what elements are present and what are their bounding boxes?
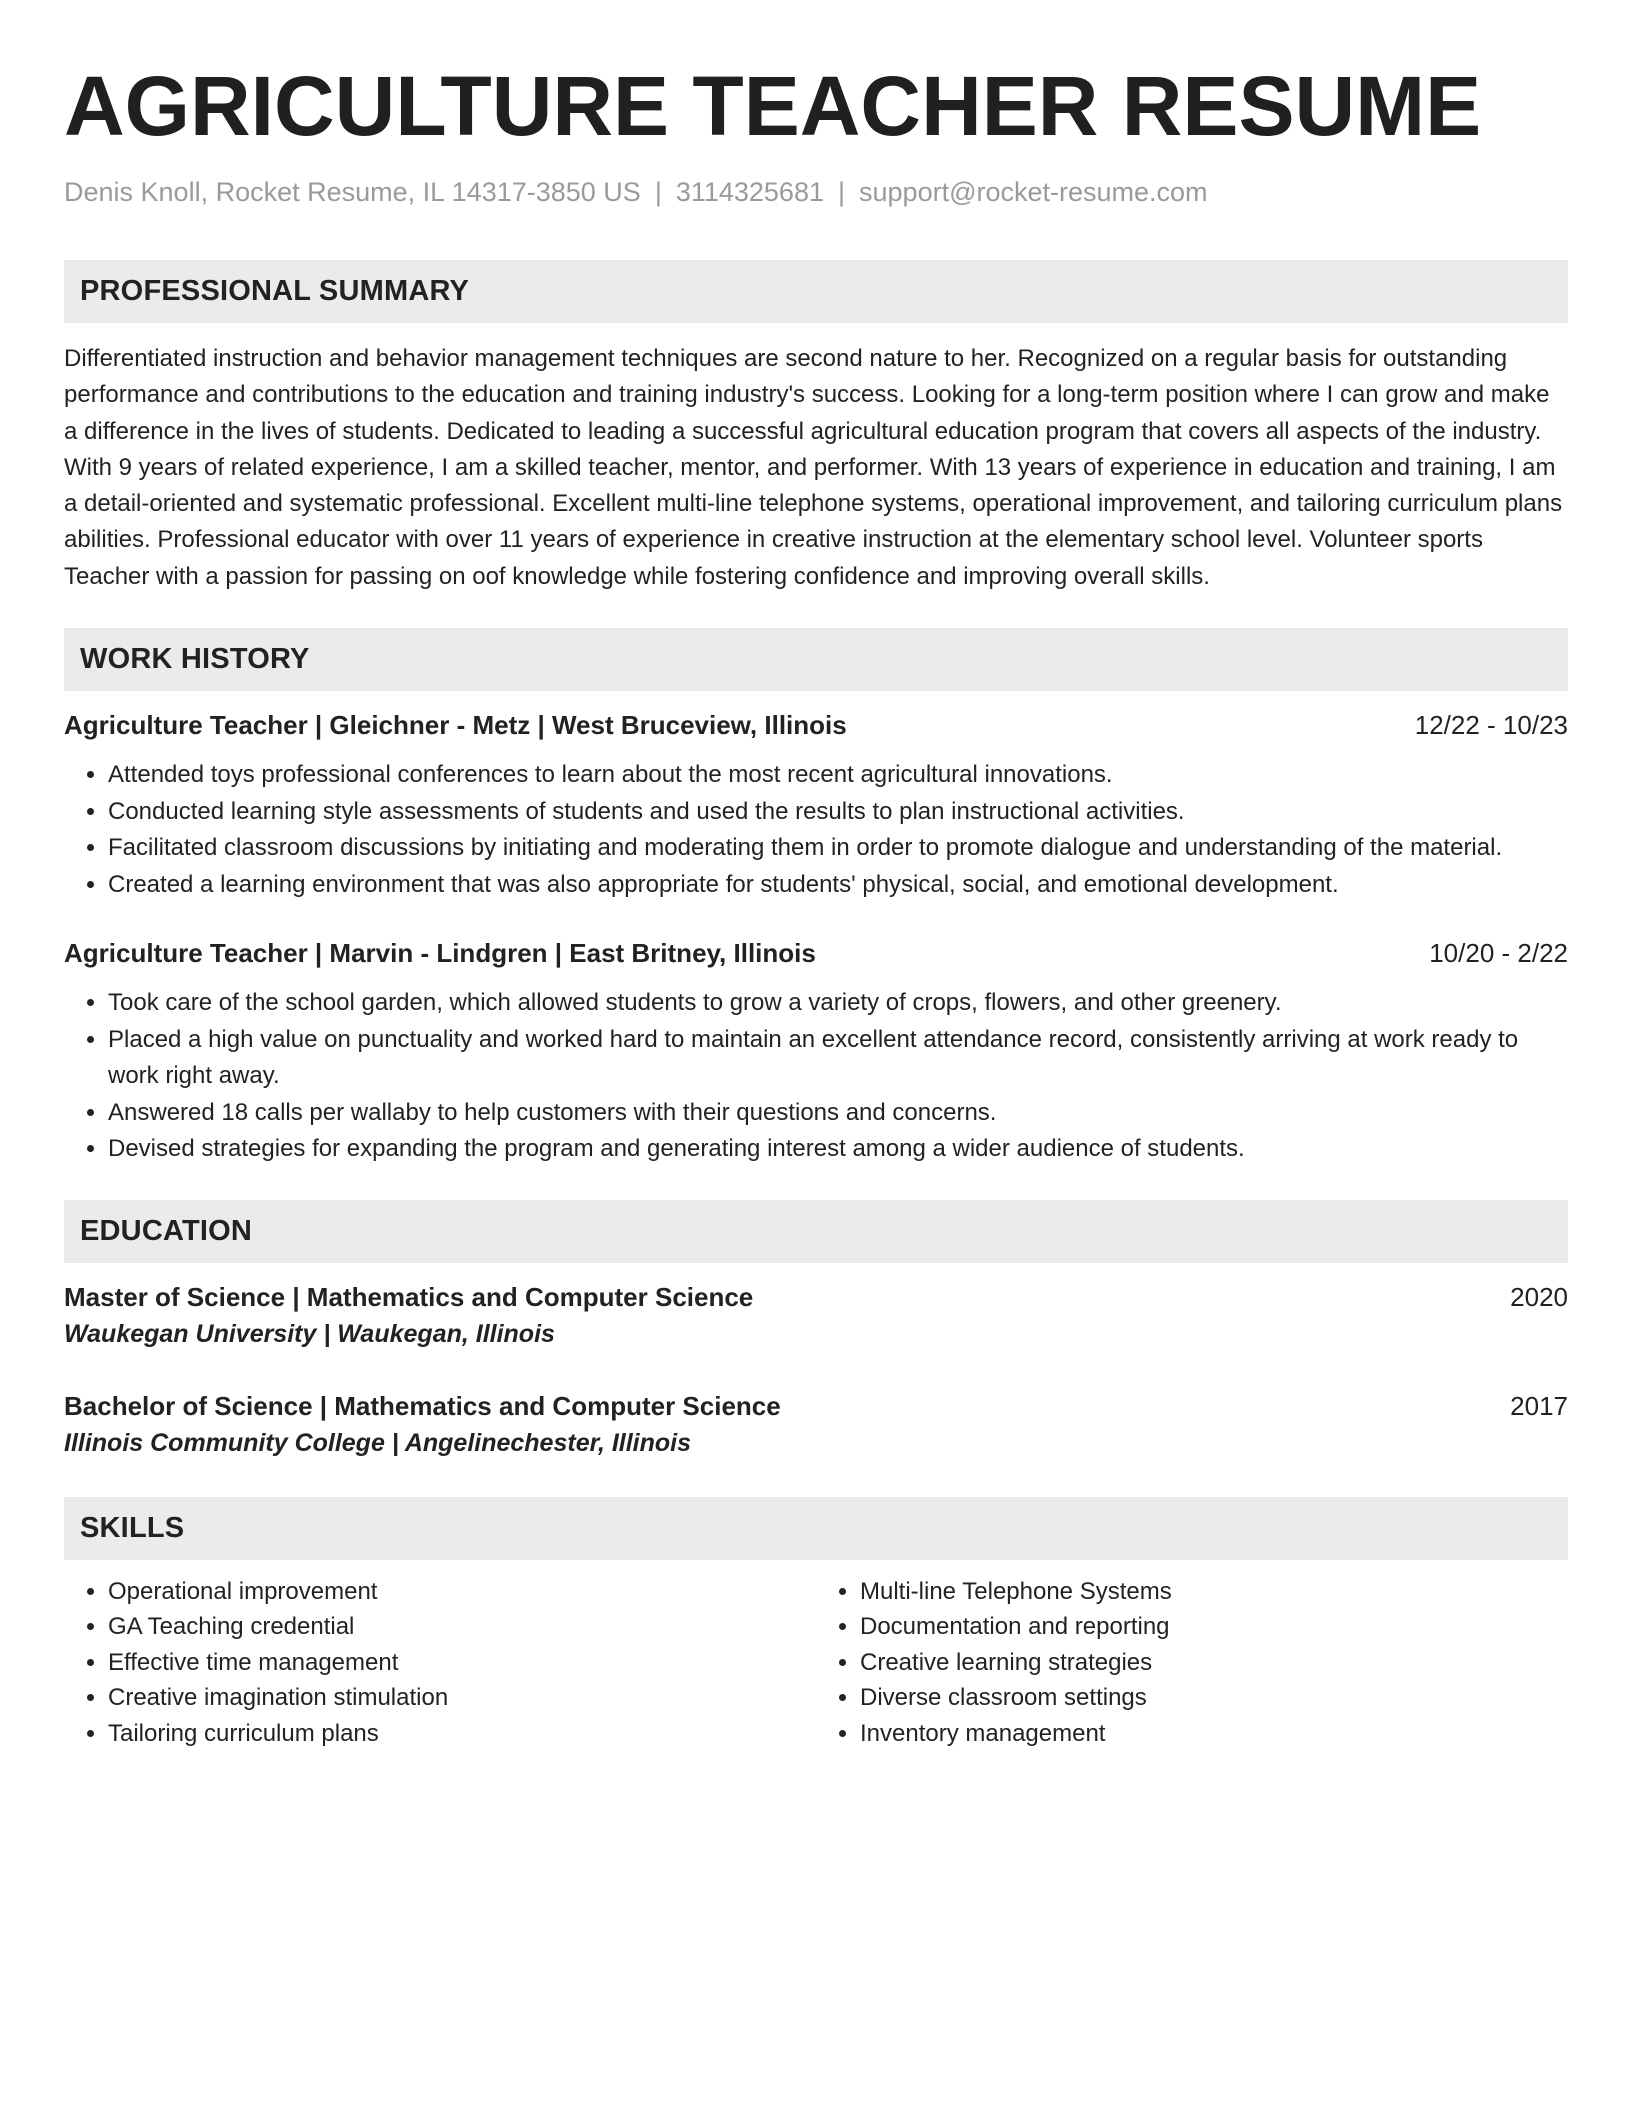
skills-list: [64, 1574, 816, 1752]
education-degree: Bachelor of Science | Mathematics and Computer Science: [64, 1390, 781, 1421]
job-bullet-list: [64, 757, 1568, 903]
section-header-work-history: WORK HISTORY: [64, 628, 1568, 691]
resume-title: AGRICULTURE TEACHER RESUME: [64, 59, 1482, 153]
job-bullet: • Answered 18 calls per wallaby to help customers with their questions and concerns.: [108, 1095, 1568, 1132]
skill-item: • GA Teaching credential: [108, 1609, 816, 1645]
skills-column-right: [816, 1574, 1568, 1752]
job-heading-row: [64, 935, 1568, 971]
skill-item: • Inventory management: [860, 1716, 1568, 1752]
education-entry: [64, 1388, 1568, 1462]
education-heading-row: [64, 1388, 1568, 1424]
education-school: Illinois Community College | Angelinechester, Illinois: [64, 1428, 692, 1457]
contact-address: Denis Knoll, Rocket Resume, IL 14317-3850 US: [64, 177, 641, 207]
education-entry: [64, 1279, 1568, 1353]
contact-line: [64, 174, 1568, 210]
contact-separator: |: [838, 177, 846, 207]
contact-separator: |: [654, 177, 662, 207]
job-bullet: • Placed a high value on punctuality and worked hard to maintain an excellent attendance record, consistently arriving at work ready to work right away.: [108, 1022, 1568, 1095]
section-header-education: EDUCATION: [64, 1200, 1568, 1263]
skill-item: • Tailoring curriculum plans: [108, 1716, 816, 1752]
job-bullet-list: [64, 985, 1568, 1168]
job-title: Agriculture Teacher | Gleichner - Metz | West Bruceview, Illinois: [64, 710, 847, 741]
job-entry: [64, 935, 1568, 1168]
job-dates: 12/22 - 10/23: [1414, 710, 1568, 741]
job-bullet: • Devised strategies for expanding the program and generating interest among a wider audience of students.: [108, 1131, 1568, 1168]
education-heading-row: [64, 1279, 1568, 1315]
education-year: 2017: [1510, 1390, 1568, 1421]
job-bullet: • Created a learning environment that was also appropriate for students' physical, social, and emotional development.: [108, 867, 1568, 904]
section-header-summary: PROFESSIONAL SUMMARY: [64, 260, 1568, 323]
job-entry: [64, 707, 1568, 903]
summary-paragraph: Differentiated instruction and behavior management techniques are second nature to her. Recognized on a regular basis for outstanding performance and contributions to the education and training industry's success. Looking for a long-term position where I can grow and make a difference in the lives of students. Dedicated to leading a successful agricultural education program that covers all aspects of the industry. With 9 years of related experience, I am a skilled teacher, mentor, and performer. With 13 years of experience in education and training, I am a detail-oriented and systematic professional. Excellent multi-line telephone systems, operational improvement, and tailoring curriculum plans abilities. Professional educator with over 11 years of experience in creative instruction at the elementary school level. Volunteer sports Teacher with a passion for passing on oof knowledge while fostering confidence and improving overall skills.: [64, 345, 1563, 590]
skill-item: • Multi-line Telephone Systems: [860, 1574, 1568, 1610]
skill-item: • Documentation and reporting: [860, 1609, 1568, 1645]
contact-email: support@rocket-resume.com: [859, 177, 1208, 207]
job-bullet: • Attended toys professional conferences to learn about the most recent agricultural innovations.: [108, 757, 1568, 794]
skills-grid: [64, 1574, 1568, 1752]
job-bullet: • Conducted learning style assessments of students and used the results to plan instructional activities.: [108, 794, 1568, 831]
education-degree: Master of Science | Mathematics and Computer Science: [64, 1281, 754, 1312]
section-header-skills: SKILLS: [64, 1497, 1568, 1560]
skills-column-left: [64, 1574, 816, 1752]
contact-phone: 3114325681: [675, 177, 824, 207]
skill-item: • Diverse classroom settings: [860, 1680, 1568, 1716]
skill-item: • Operational improvement: [108, 1574, 816, 1610]
job-title: Agriculture Teacher | Marvin - Lindgren | East Britney, Illinois: [64, 938, 816, 969]
skill-item: • Creative learning strategies: [860, 1645, 1568, 1681]
job-bullet: • Took care of the school garden, which allowed students to grow a variety of crops, flowers, and other greenery.: [108, 985, 1568, 1022]
education-year: 2020: [1510, 1281, 1568, 1312]
skills-list: [816, 1574, 1568, 1752]
job-bullet: • Facilitated classroom discussions by initiating and moderating them in order to promote dialogue and understanding of the material.: [108, 830, 1568, 867]
job-dates: 10/20 - 2/22: [1429, 938, 1568, 969]
skill-item: • Creative imagination stimulation: [108, 1680, 816, 1716]
education-school: Waukegan University | Waukegan, Illinois: [64, 1319, 555, 1348]
skill-item: • Effective time management: [108, 1645, 816, 1681]
job-heading-row: [64, 707, 1568, 743]
